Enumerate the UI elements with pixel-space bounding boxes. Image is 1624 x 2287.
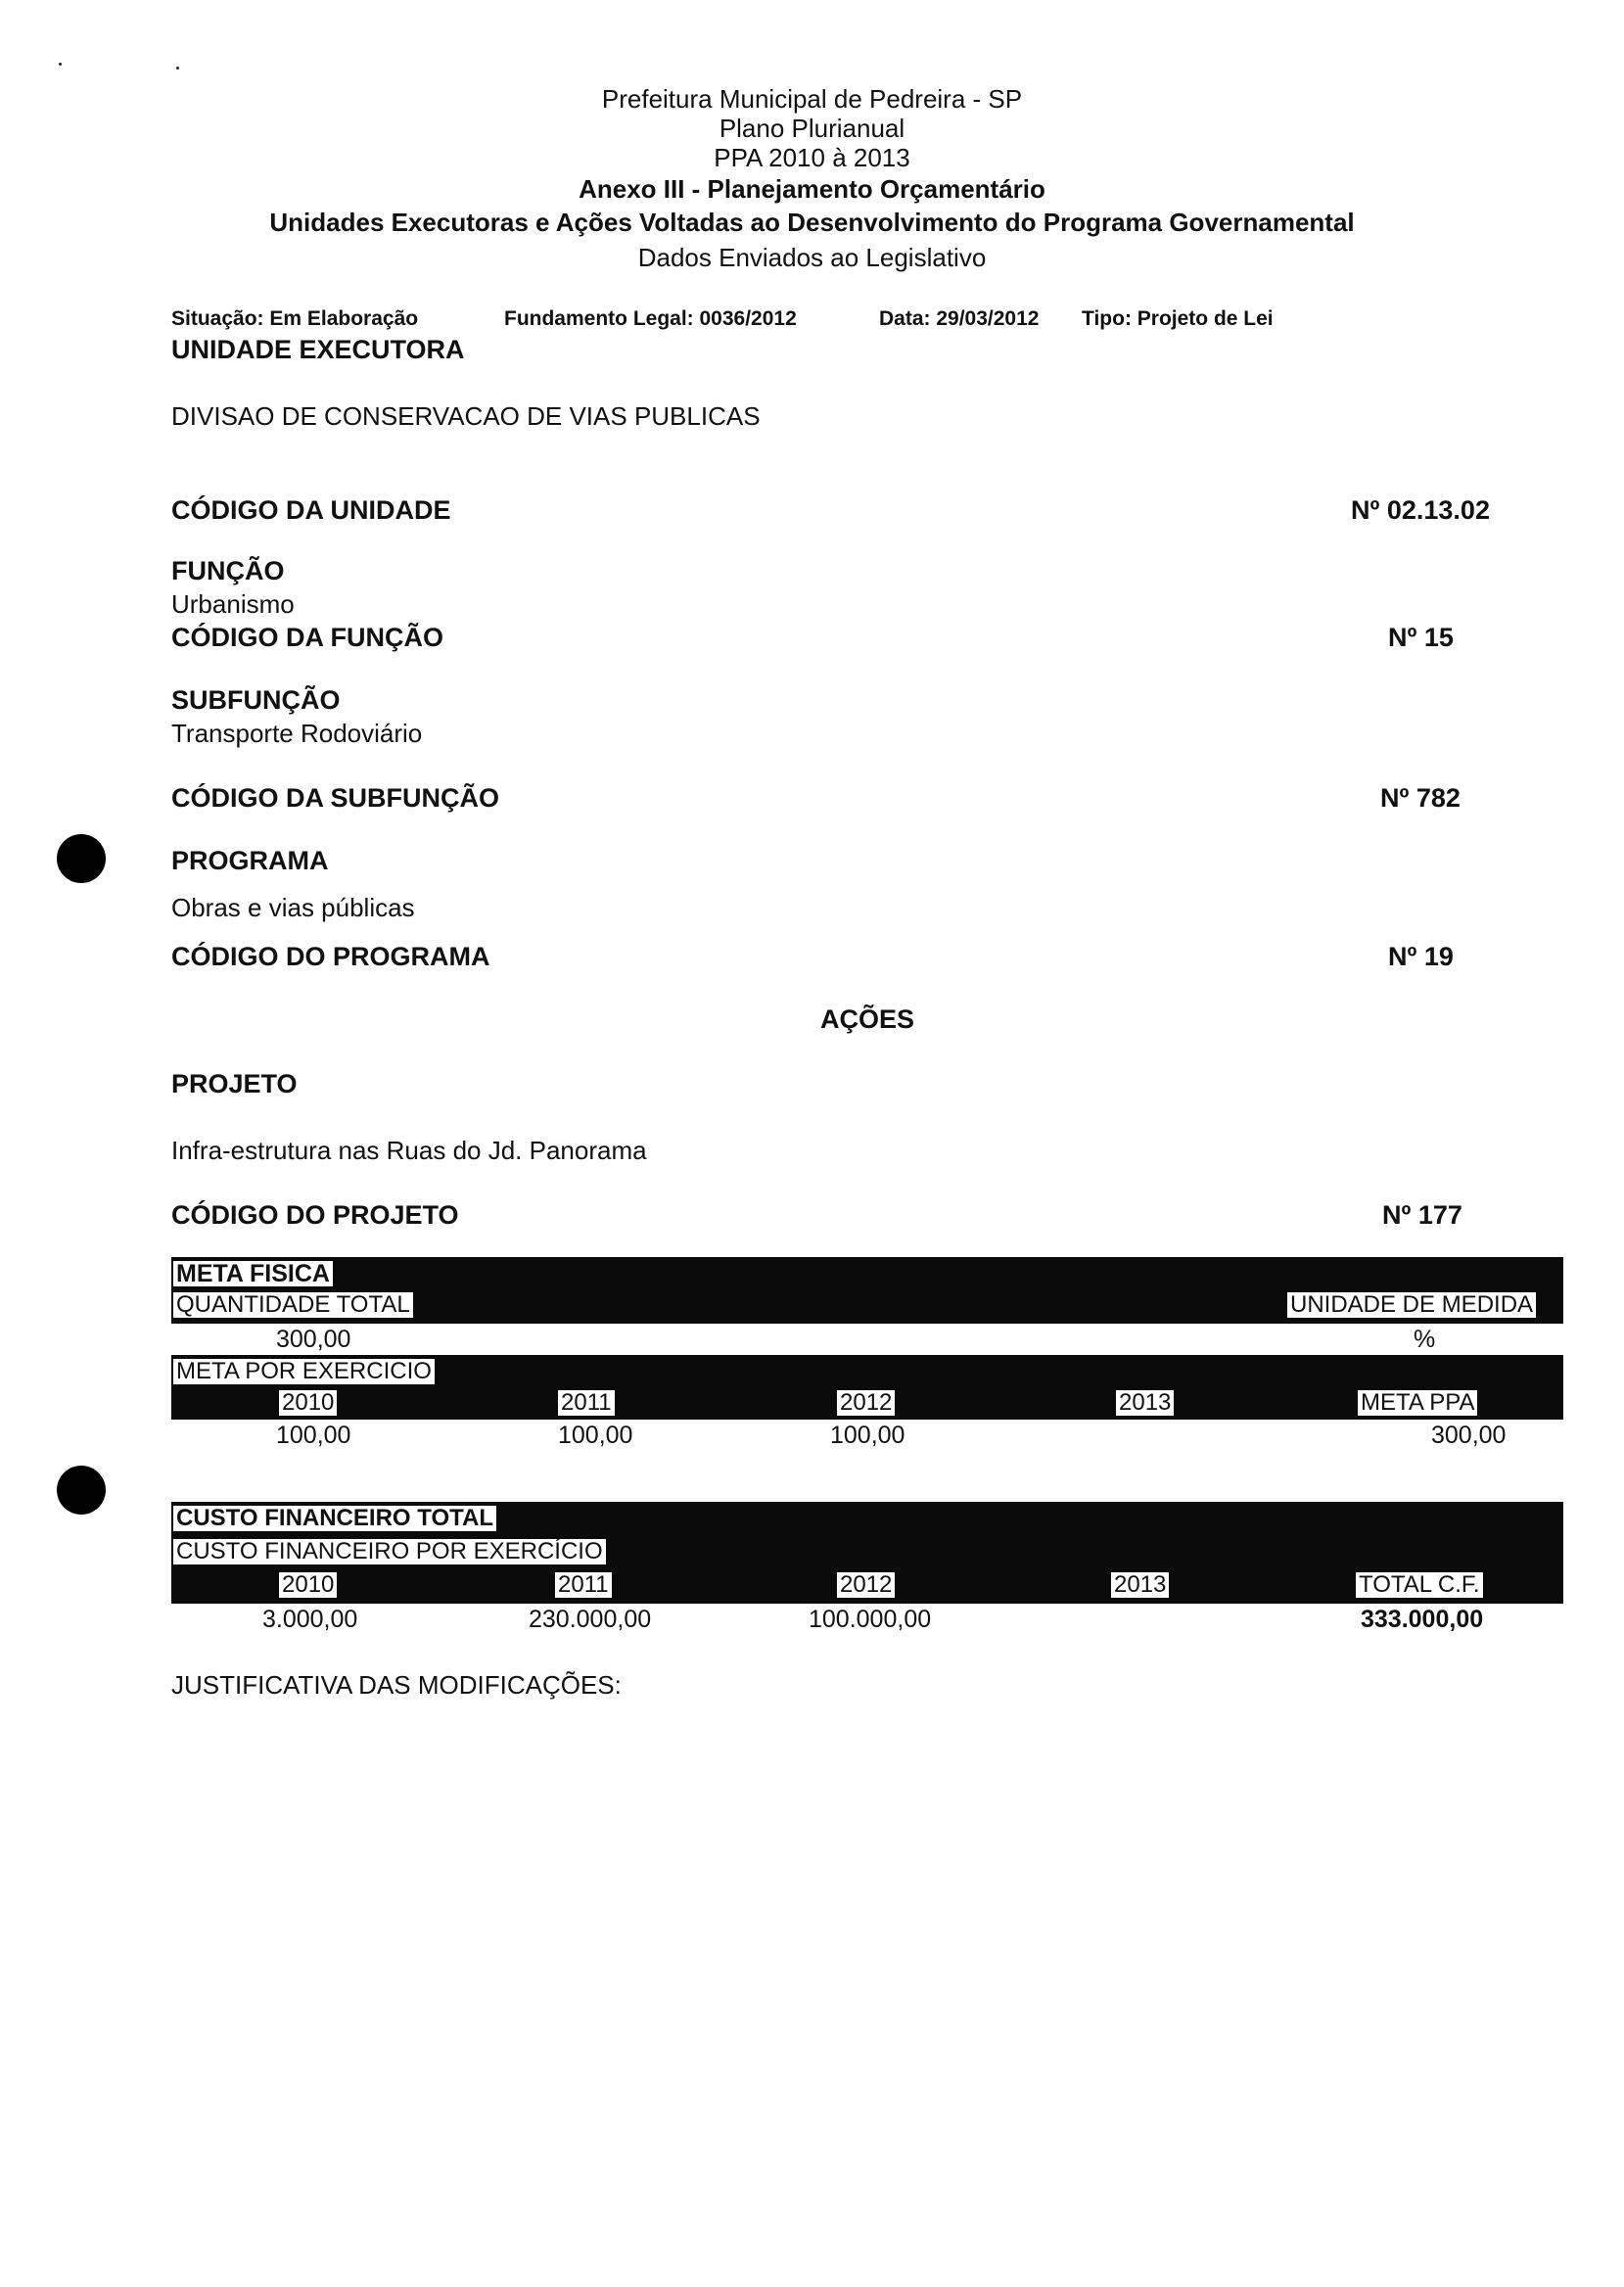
funcao-codigo-label: CÓDIGO DA FUNÇÃO bbox=[171, 623, 443, 652]
subfuncao-codigo-label: CÓDIGO DA SUBFUNÇÃO bbox=[171, 783, 499, 813]
quantidade-total-value: 300,00 bbox=[276, 1326, 351, 1353]
unidade-label: UNIDADE EXECUTORA bbox=[171, 335, 465, 364]
meta-year-2013: 2013 bbox=[1116, 1390, 1174, 1416]
meta-situacao: Situação: Em Elaboração bbox=[171, 307, 419, 330]
header-period: PPA 2010 à 2013 bbox=[714, 143, 910, 172]
subfuncao-codigo-value: Nº 782 bbox=[1380, 783, 1461, 813]
header-plan: Plano Plurianual bbox=[719, 114, 905, 143]
custo-total-value: 333.000,00 bbox=[1361, 1606, 1484, 1633]
programa-codigo-label: CÓDIGO DO PROGRAMA bbox=[171, 942, 490, 971]
meta-ppa-label: META PPA bbox=[1358, 1390, 1477, 1416]
hole-punch-mark bbox=[57, 1466, 106, 1515]
unidade-codigo-label: CÓDIGO DA UNIDADE bbox=[171, 495, 451, 525]
custo-value-2010: 3.000,00 bbox=[262, 1606, 358, 1633]
custo-value-2011: 230.000,00 bbox=[529, 1606, 652, 1633]
funcao-label: FUNÇÃO bbox=[171, 556, 285, 585]
programa-label: PROGRAMA bbox=[171, 846, 329, 875]
meta-value-2010: 100,00 bbox=[276, 1422, 351, 1449]
meta-fisica-title: META FISICA bbox=[173, 1261, 333, 1286]
projeto-codigo-label: CÓDIGO DO PROJETO bbox=[171, 1200, 459, 1230]
meta-year-2012: 2012 bbox=[837, 1390, 895, 1416]
meta-value-2011: 100,00 bbox=[558, 1422, 633, 1449]
meta-fisica-header-bar bbox=[171, 1257, 1563, 1324]
custo-total-label: TOTAL C.F. bbox=[1356, 1572, 1483, 1598]
custo-financeiro-bar bbox=[171, 1502, 1563, 1604]
header-subtitle: Unidades Executoras e Ações Voltadas ao Desenvolvimento do Programa Governamental bbox=[269, 208, 1355, 237]
programa-codigo-value: Nº 19 bbox=[1388, 942, 1454, 971]
header-annex: Anexo III - Planejamento Orçamentário bbox=[579, 174, 1045, 204]
custo-year-2011: 2011 bbox=[555, 1572, 612, 1598]
meta-tipo: Tipo: Projeto de Lei bbox=[1082, 307, 1274, 330]
projeto-codigo-value: Nº 177 bbox=[1382, 1200, 1462, 1230]
meta-exercicio-bar bbox=[171, 1355, 1563, 1420]
acoes-title: AÇÕES bbox=[820, 1004, 915, 1034]
meta-fundamento: Fundamento Legal: 0036/2012 bbox=[504, 307, 797, 330]
funcao-codigo-value: Nº 15 bbox=[1388, 623, 1454, 652]
meta-ppa-value: 300,00 bbox=[1431, 1422, 1507, 1449]
quantidade-total-label: QUANTIDADE TOTAL bbox=[173, 1292, 413, 1318]
subfuncao-label: SUBFUNÇÃO bbox=[171, 685, 341, 715]
programa-value: Obras e vias públicas bbox=[171, 893, 415, 922]
subfuncao-value: Transporte Rodoviário bbox=[171, 719, 423, 748]
unidade-value: DIVISAO DE CONSERVACAO DE VIAS PUBLICAS bbox=[171, 401, 761, 431]
meta-year-2010: 2010 bbox=[279, 1390, 337, 1416]
custo-exercicio-label: CUSTO FINANCEIRO POR EXERCÍCIO bbox=[173, 1539, 606, 1564]
header-municipality: Prefeitura Municipal de Pedreira - SP bbox=[601, 84, 1023, 114]
funcao-value: Urbanismo bbox=[171, 589, 295, 619]
header-sent: Dados Enviados ao Legislativo bbox=[637, 243, 987, 272]
meta-exercicio-label: META POR EXERCICIO bbox=[173, 1359, 435, 1384]
justificativa-label: JUSTIFICATIVA DAS MODIFICAÇÕES: bbox=[171, 1670, 622, 1700]
meta-data: Data: 29/03/2012 bbox=[879, 307, 1040, 330]
custo-year-2010: 2010 bbox=[279, 1572, 337, 1598]
projeto-label: PROJETO bbox=[171, 1069, 298, 1098]
unidade-medida-label: UNIDADE DE MEDIDA bbox=[1287, 1292, 1536, 1318]
meta-year-2011: 2011 bbox=[558, 1390, 615, 1416]
projeto-value: Infra-estrutura nas Ruas do Jd. Panorama bbox=[171, 1136, 647, 1165]
custo-year-2013: 2013 bbox=[1111, 1572, 1169, 1598]
scan-speck bbox=[176, 67, 179, 70]
scan-speck bbox=[59, 63, 62, 66]
unidade-codigo-value: Nº 02.13.02 bbox=[1351, 495, 1490, 525]
custo-year-2012: 2012 bbox=[837, 1572, 895, 1598]
unidade-medida-value: % bbox=[1414, 1326, 1436, 1353]
custo-value-2012: 100.000,00 bbox=[809, 1606, 932, 1633]
custo-total-title: CUSTO FINANCEIRO TOTAL bbox=[173, 1506, 496, 1531]
hole-punch-mark bbox=[57, 834, 106, 883]
meta-value-2012: 100,00 bbox=[830, 1422, 905, 1449]
